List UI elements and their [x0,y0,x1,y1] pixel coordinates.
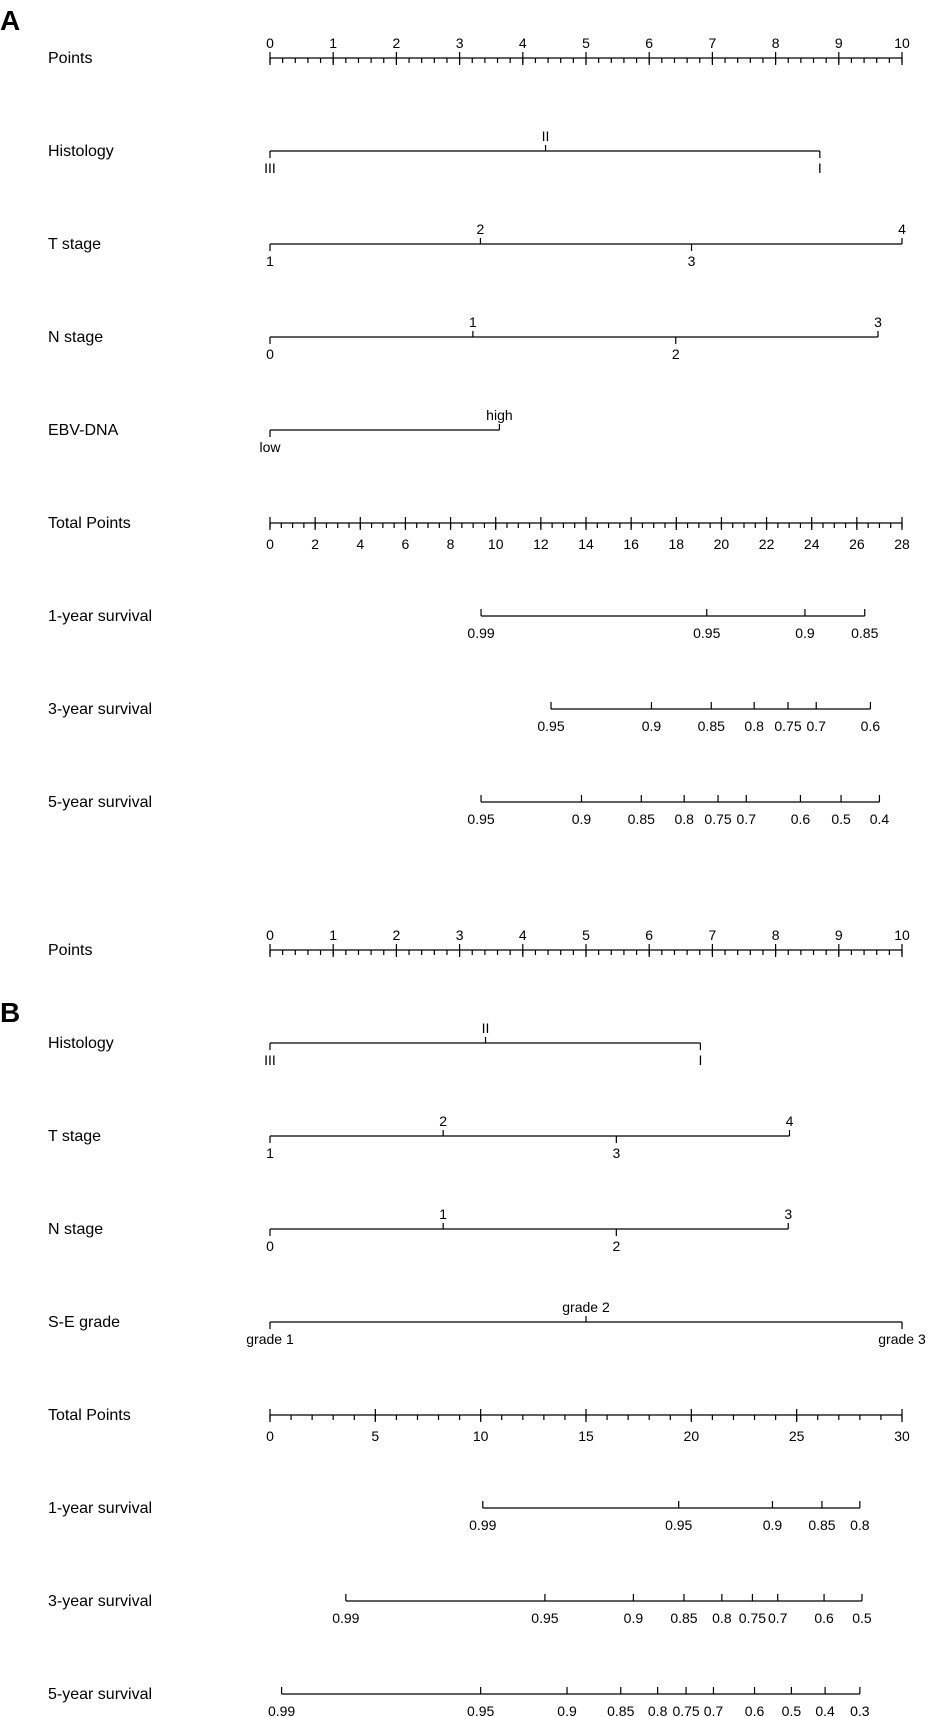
prob-label: 0.9 [623,1610,644,1626]
prob-label: 0.95 [665,1517,693,1533]
prob-label: 0.3 [850,1703,870,1717]
prob-label: 0.8 [674,811,694,827]
level-label: III [264,1052,276,1068]
tick-label: 20 [713,536,730,552]
prob-label: 0.95 [537,718,565,734]
row-5-year-survival [48,794,889,827]
level-label: 3 [874,314,882,330]
row-label-total-points: Total Points [48,1407,131,1424]
prob-label: 0.75 [774,718,802,734]
row-n-stage [48,1206,792,1254]
tick-label: 3 [455,35,464,51]
prob-label: 0.9 [571,811,592,827]
prob-label: 0.7 [767,1610,788,1626]
tick-label: 0 [266,536,274,552]
prob-label: 0.85 [607,1703,635,1717]
row-label-n-stage: N stage [48,1221,104,1238]
row-n-stage [48,314,882,362]
level-label: grade 1 [246,1331,294,1347]
level-label: 1 [439,1206,448,1222]
prob-label: 0.4 [869,811,890,827]
level-label: 2 [671,346,680,362]
tick-label: 5 [582,927,590,943]
prob-label: 0.9 [557,1703,577,1717]
row-total-points [48,1407,910,1444]
row-label-s-e-grade: S-E grade [48,1314,121,1331]
prob-label: 0.6 [790,811,811,827]
tick-label: 24 [803,536,820,552]
tick-label: 6 [645,35,654,51]
tick-label: 8 [446,536,455,552]
row-label-points: Points [48,50,93,67]
prob-label: 0.95 [467,1703,495,1717]
tick-label: 8 [771,35,780,51]
row-3-year-survival [48,1593,872,1626]
row-points [48,927,910,959]
tick-label: 15 [578,1428,594,1444]
tick-label: 2 [311,536,320,552]
tick-label: 26 [849,536,865,552]
tick-label: 22 [758,536,775,552]
tick-label: 10 [894,35,910,51]
tick-label: 6 [401,536,410,552]
tick-label: 4 [518,35,527,51]
row-histology [48,1020,702,1068]
prob-label: 0.6 [860,718,881,734]
prob-label: 0.99 [467,625,495,641]
prob-label: 0.4 [815,1703,835,1717]
row-total-points [48,515,910,552]
tick-label: 8 [771,927,780,943]
tick-label: 20 [683,1428,700,1444]
prob-label: 0.7 [736,811,756,827]
tick-label: 6 [645,927,654,943]
tick-label: 9 [834,927,843,943]
prob-label: 0.5 [781,1703,802,1717]
row-label-histology: Histology [48,1035,114,1052]
panel-b-letter: B [0,997,21,1028]
prob-label: 0.6 [814,1610,834,1626]
tick-label: 7 [708,35,717,51]
prob-label: 0.8 [744,718,764,734]
level-label: III [264,160,276,176]
row-1-year-survival [48,1500,870,1533]
panel-b-nomogram [48,927,926,1717]
row-label-ebv-dna: EBV-DNA [48,422,119,439]
level-label: 2 [612,1238,621,1254]
prob-label: 0.85 [627,811,655,827]
tick-label: 10 [472,1428,489,1444]
prob-label: 0.9 [795,625,815,641]
prob-label: 0.9 [762,1517,783,1533]
level-label: II [481,1020,490,1036]
level-label: 0 [266,346,274,362]
row-label-5-year-survival: 5-year survival [48,794,153,811]
prob-label: 0.85 [808,1517,836,1533]
prob-label: 0.7 [703,1703,724,1717]
level-label: 0 [266,1238,274,1254]
tick-label: 28 [894,536,910,552]
prob-label: 0.7 [806,718,826,734]
tick-label: 10 [894,927,910,943]
tick-label: 0 [266,1428,274,1444]
tick-label: 0 [266,35,274,51]
row-label-t-stage: T stage [48,1128,102,1145]
row-3-year-survival [48,701,880,734]
prob-label: 0.5 [852,1610,872,1626]
level-label: 3 [612,1145,621,1161]
row-points [48,35,910,67]
tick-label: 5 [582,35,590,51]
tick-label: 12 [533,536,549,552]
row-1-year-survival [48,608,879,641]
tick-label: 2 [392,927,401,943]
prob-label: 0.85 [851,625,879,641]
tick-label: 10 [487,536,504,552]
row-label-n-stage: N stage [48,329,104,346]
panel-a-letter: A [0,5,21,36]
prob-label: 0.85 [670,1610,698,1626]
tick-label: 1 [329,35,338,51]
row-label-3-year-survival: 3-year survival [48,701,153,718]
prob-label: 0.75 [672,1703,700,1717]
tick-label: 4 [356,536,365,552]
tick-label: 25 [788,1428,805,1444]
panel-a-nomogram [48,35,910,827]
level-label: 3 [687,253,696,269]
row-label-5-year-survival: 5-year survival [48,1686,153,1703]
row-label-points: Points [48,942,93,959]
row-t-stage [48,1113,794,1161]
row-label-1-year-survival: 1-year survival [48,608,153,625]
tick-label: 4 [518,927,527,943]
row-t-stage [48,221,906,269]
tick-label: 1 [329,927,338,943]
level-label: I [698,1052,703,1068]
prob-label: 0.5 [831,811,851,827]
level-label: 2 [439,1113,448,1129]
level-label: II [541,128,550,144]
level-label: grade 2 [562,1299,610,1315]
tick-label: 14 [578,536,594,552]
prob-label: 0.99 [267,1703,296,1717]
level-label: 1 [468,314,477,330]
prob-label: 0.75 [738,1610,767,1626]
tick-label: 18 [668,536,685,552]
level-label: 1 [266,1145,274,1161]
prob-label: 0.8 [712,1610,732,1626]
prob-label: 0.99 [469,1517,497,1533]
row-5-year-survival [48,1686,870,1717]
level-label: 2 [476,221,485,237]
row-label-3-year-survival: 3-year survival [48,1593,153,1610]
prob-label: 0.9 [641,718,662,734]
level-label: I [817,160,822,176]
row-label-t-stage: T stage [48,236,102,253]
prob-label: 0.75 [704,811,732,827]
prob-label: 0.95 [467,811,495,827]
row-s-e-grade [48,1299,926,1347]
row-label-histology: Histology [48,143,114,160]
prob-label: 0.95 [531,1610,559,1626]
prob-label: 0.85 [697,718,725,734]
row-ebv-dna [48,407,513,455]
level-label: grade 3 [878,1331,926,1347]
tick-label: 9 [834,35,843,51]
level-label: 3 [784,1206,793,1222]
tick-label: 0 [266,927,274,943]
level-label: 4 [785,1113,794,1129]
prob-label: 0.8 [850,1517,870,1533]
prob-label: 0.95 [693,625,721,641]
tick-label: 2 [392,35,401,51]
row-label-1-year-survival: 1-year survival [48,1500,153,1517]
row-label-total-points: Total Points [48,515,131,532]
level-label: high [486,407,513,423]
level-label: 1 [266,253,274,269]
tick-label: 3 [455,927,464,943]
prob-label: 0.6 [744,1703,765,1717]
level-label: low [259,439,281,455]
tick-label: 30 [894,1428,910,1444]
tick-label: 5 [371,1428,380,1444]
prob-label: 0.99 [332,1610,360,1626]
tick-label: 7 [708,927,717,943]
prob-label: 0.8 [647,1703,668,1717]
tick-label: 16 [623,536,639,552]
level-label: 4 [898,221,906,237]
row-histology [48,128,822,176]
